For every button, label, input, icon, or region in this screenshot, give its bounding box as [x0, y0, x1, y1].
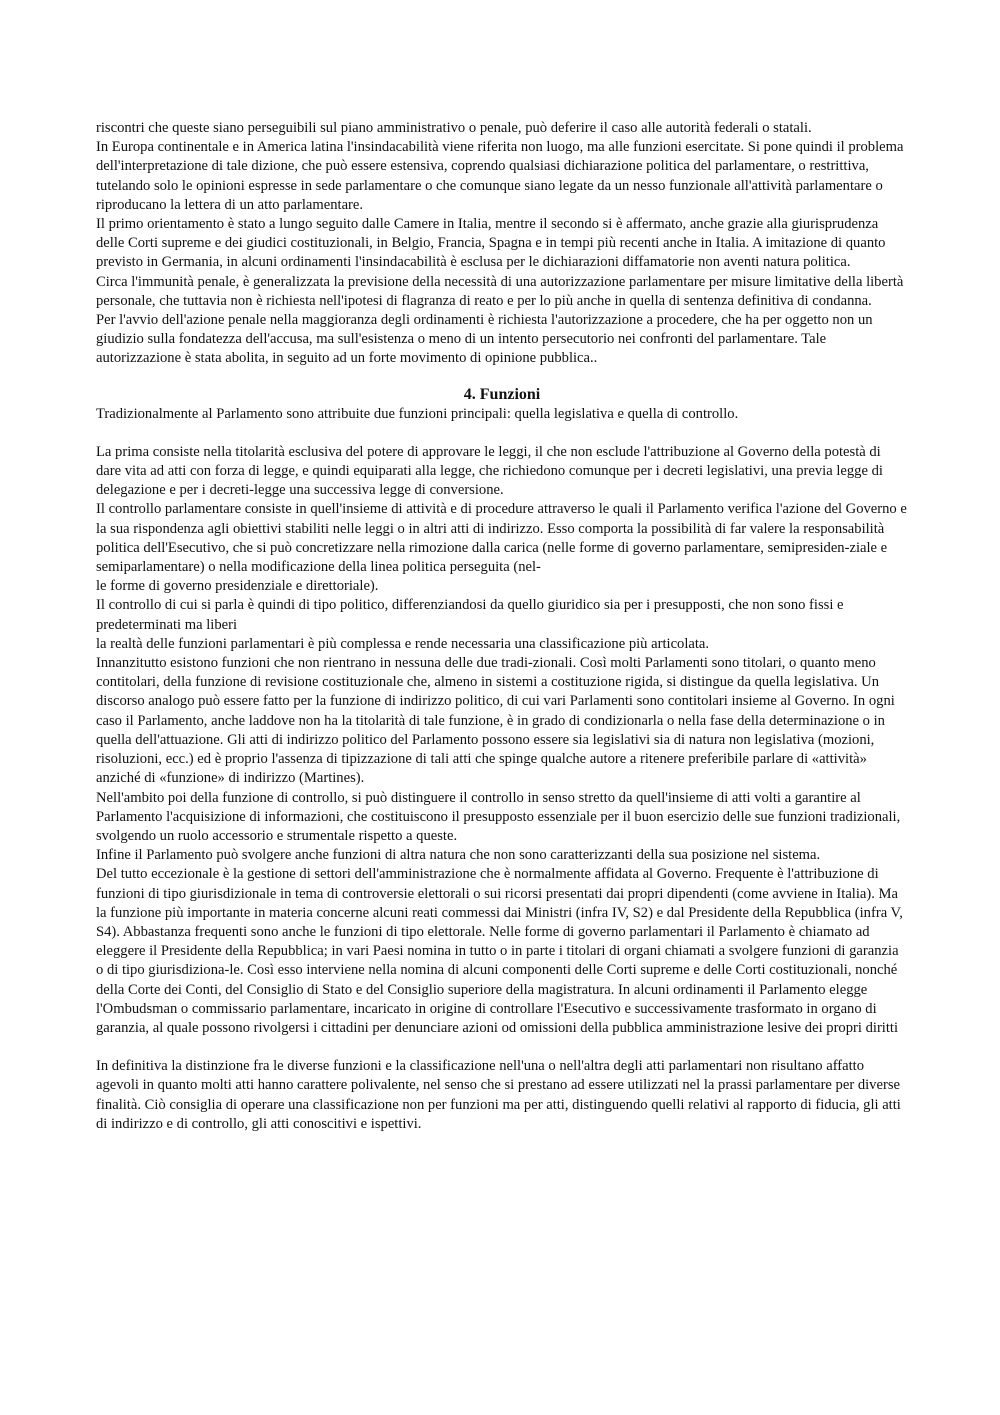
- paragraph-europa-continentale: In Europa continentale e in America latina l'insindacabilità viene riferita non luogo, ma alle funzioni esercitate. Si pone quindi il problema dell'interpretazione di tale dizione, che può essere estensiva, coprendo qualsiasi dichiarazione politica del parlamentare, o restrittiva, tutelando solo le opinioni espresse in sede parlamentare o che comunque siano legate da un nesso funzionale all'attività parlamentare o riproducano la lettera di un atto parlamentare.: [96, 139, 904, 213]
- paragraph-riscontri: riscontri che queste siano perseguibili sul piano amministrativo o penale, può deferire il caso alle autorità federali o statali.: [96, 120, 812, 136]
- paragraph-immunita-penale: Circa l'immunità penale, è generalizzata la previsione della necessità di una autorizzazione parlamentare per misure limitative della libertà personale, che tuttavia non è richiesta nell'ipotesi di flagranza di reato e per lo più anche in quella di sentenza definitiva di condanna.: [96, 273, 904, 309]
- paragraph-azione-penale: Per l'avvio dell'azione penale nella maggioranza degli ordinamenti è richiesta l'autorizzazione a procedere, che ha per oggetto non un giudizio sulla fondatezza dell'accusa, ma sull'esistenza o meno di un intento persecutorio nei confronti del parlamentare. Tale autorizzazione è stata abolita, in seguito ad un forte movimento di opinione pubblica..: [96, 312, 873, 367]
- paragraph-primo-orientamento: Il primo orientamento è stato a lungo seguito dalle Camere in Italia, mentre il secondo si è affermato, anche grazie alla giurisprudenza delle Corti supreme e dei giudici costituzionali, in Belgio, Francia, Spagna e in tempi più recenti anche in Italia. A imitazione di quanto previsto in Germania, in alcuni ordinamenti l'insindacabilità è esclusa per le dichiarazioni diffamatorie non aventi natura politica.: [96, 216, 886, 271]
- paragraph-forme-governo: le forme di governo presidenziale e direttoriale).: [96, 578, 379, 595]
- paragraph-funzione-legislativa: La prima consiste nella titolarità esclusiva del potere di approvare le leggi, il che non esclude l'attribuzione al Governo della potestà di dare vita ad atti con forza di legge, e quindi equiparati alla legge, che richiedono comunque per i decreti legislativi, una previa legge di delegazione e per i decreti-legge una successiva legge di conversione.: [96, 443, 883, 499]
- blank-line: [96, 424, 908, 443]
- paragraph-controllo-parlamentare: Il controllo parlamentare consiste in quell'insieme di attività e di procedure attraverso le quali il Parlamento verifica l'azione del Governo e la sua rispondenza agli obiettivi stabiliti nelle leggi o in altri atti di indirizzo. Esso comporta la possibilità di far valere la responsabilità politica dell'Esecutivo, che si può concretizzare nella rimozione dalla carica (nelle forme di governo parlamentare, semipresiden-ziale e semiparlamentare) o nella modificazione della linea politica perseguita (nel-: [96, 501, 907, 576]
- blank-line: [96, 1038, 908, 1057]
- paragraph-altre-funzioni: Infine il Parlamento può svolgere anche funzioni di altra natura che non sono caratterizzanti della sua posizione nel sistema.: [96, 847, 821, 864]
- paragraph-controllo-politico: Il controllo di cui si parla è quindi di tipo politico, differenziandosi da quello giuridico sia per i presupposti, che non sono fissi e predeterminati ma liberi: [96, 597, 844, 633]
- paragraph-intro: Tradizionalmente al Parlamento sono attribuite due funzioni principali: quella legislativa e quella di controllo.: [96, 405, 739, 422]
- paragraph-funzione-controllo: Nell'ambito poi della funzione di controllo, si può distinguere il controllo in senso stretto da quell'insieme di atti volti a garantire al Parlamento l'acquisizione di informazioni, che costituiscono il presupposto essenziale per il buon esercizio delle sue funzioni tradizionali, svolgendo un ruolo accessorio e strumentale rispetto a queste.: [96, 789, 901, 844]
- paragraph-innanzitutto: Innanzitutto esistono funzioni che non rientrano in nessuna delle due tradi-zionali. Così molti Parlamenti sono titolari, o quanto meno contitolari, della funzione di revisione costituzionale che, almeno in sistemi a costituzione rigida, si distingue da quella legislativa. Un discorso analogo può essere fatto per la funzione di indirizzo politico, di cui vari Parlamenti sono contitolari insieme al Governo. In ogni caso il Parlamento, anche laddove non ha la titolarità di tale funzione, è in grado di condizionarla o nella fase della determinazione o in quella dell'attuazione. Gli atti di indirizzo politico del Parlamento possono essere sia legislativi sia di natura non legislativa (mozioni, risoluzioni, ecc.) ed è proprio l'assenza di tipizzazione di tali atti che spinge qualche autore a ritenere preferibile parlare di «attività» anziché di «funzione» di indirizzo (Martines).: [96, 655, 895, 787]
- document-page: [96, 119, 908, 1134]
- paragraph-conclusion: In definitiva la distinzione fra le diverse funzioni e la classificazione nell'una o nell'altra degli atti parlamentari non risultano affatto agevoli in quanto molti atti hanno carattere polivalente, nel senso che si prestano ad essere utilizzati nel la prassi parlamentare per diverse finalità. Ciò consiglia di operare una classificazione non per funzioni ma per atti, distinguendo quelli relativi al rapporto di fiducia, gli atti di indirizzo e di controllo, gli atti conoscitivi e ispettivi.: [96, 1058, 901, 1132]
- paragraph-eccezionale: Del tutto eccezionale è la gestione di settori dell'amministrazione che è normalmente affidata al Governo. Frequente è l'attribuzione di funzioni di tipo giurisdizionale in tema di controversie elettorali o sui ricorsi presentati dai propri dipendenti (come avviene in Italia). Ma la funzione più importante in materia concerne alcuni reati commessi dai Ministri (infra IV, S2) e dal Presidente della Repubblica (infra V, S4). Abbastanza frequenti sono anche le funzioni di tipo elettorale. Nelle forme di governo parlamentari il Parlamento è chiamato ad eleggere il Presidente della Repubblica; in vari Paesi nomina in tutto o in parte i titolari di organi chiamati a svolgere funzioni di garanzia o di tipo giurisdiziona-le. Così esso interviene nella nomina di alcuni componenti delle Corti supreme e delle Corti costituzionali, nonché della Corte dei Conti, del Consiglio di Stato e del Consiglio superiore della magistratura. In alcuni ordinamenti il Parlamento elegge l'Ombudsman o commissario parlamentare, incaricato in origine di controllare l'Esecutivo e successivamente trasformato in organo di garanzia, al quale possono rivolgersi i cittadini per denunciare azioni od omissioni della pubblica amministrazione lesive dei propri diritti: [96, 866, 903, 1036]
- paragraph-realta-funzioni: la realtà delle funzioni parlamentari è più complessa e rende necessaria una classificazione più articolata.: [96, 635, 710, 652]
- section-heading: 4. Funzioni: [463, 385, 541, 403]
